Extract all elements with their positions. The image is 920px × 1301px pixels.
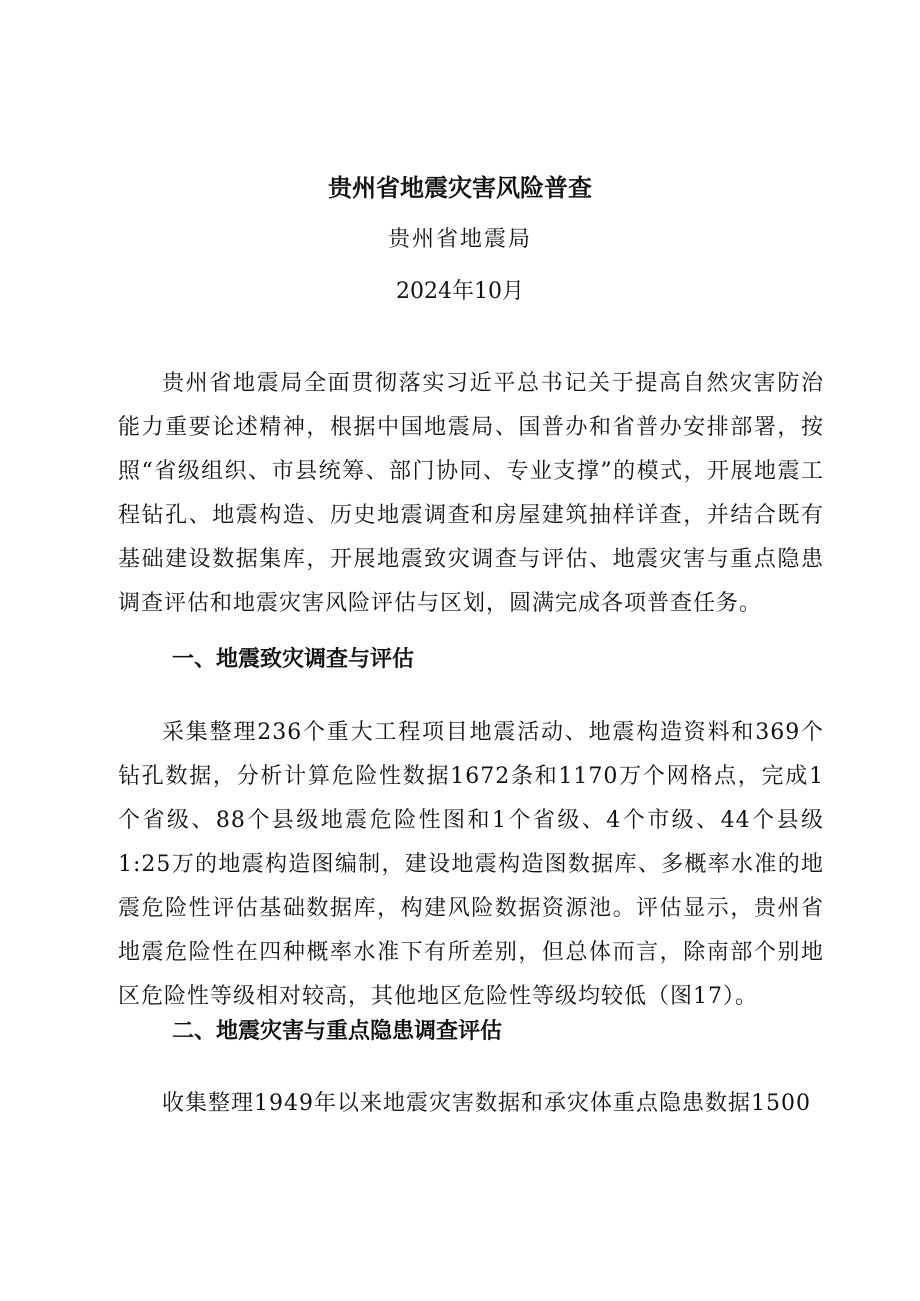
section-heading-2: 二、地震灾害与重点隐患调查评估 [172, 1019, 503, 1044]
section-heading-1: 一、地震致灾调查与评估 [172, 647, 415, 672]
section-1-paragraph: 采集整理236个重大工程项目地震活动、地震构造资料和369个钻孔数据，分析计算危险性数据1672条和1170万个网格点，完成1个省级、88个县级地震危险性图和1个省级、4个市级、44个县级1:25万的地震构造图编制，建设地震构造图数据库、多概率水准的地震危险性评估基础数据库，构建风险数据资源池。评估显示，贵州省地震危险性在四种概率水准下有所差别，但总体而言，除南部个别地区危险性等级相对较高，其他地区危险性等级均较低（图17）。 [118, 720, 824, 1009]
section-2-paragraph: 收集整理1949年以来地震灾害数据和承灾体重点隐患数据1500 [162, 1091, 811, 1116]
document-organization: 贵州省地震局 [387, 227, 532, 252]
intro-paragraph: 贵州省地震局全面贯彻落实习近平总书记关于提高自然灾害防治能力重要论述精神，根据中国地震局、国普办和省普办安排部署，按照“省级组织、市县统筹、部门协同、专业支撑”的模式，开展地震工程钻孔、地震构造、历史地震调查和房屋建筑抽样详查，并结合既有基础建设数据集库，开展地震致灾调查与评估、地震灾害与重点隐患调查评估和地震灾害风险评估与区划，圆满完成各项普查任务。 [118, 371, 824, 616]
document-date: 2024年10月 [396, 279, 524, 304]
document-title: 贵州省地震灾害风险普查 [328, 174, 592, 202]
